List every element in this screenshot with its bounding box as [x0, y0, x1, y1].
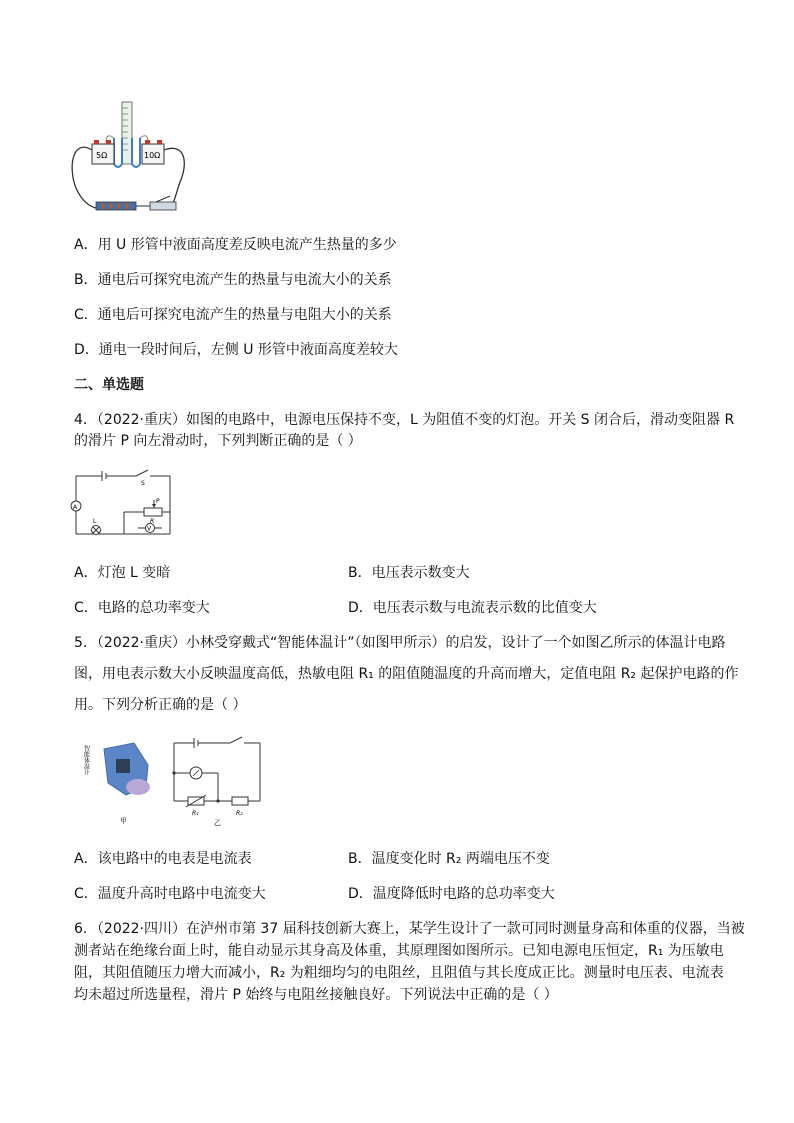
q4-label-r: R — [150, 518, 155, 525]
q5-device-text: 智能体温计 — [82, 745, 90, 775]
q5-circuit-figure — [168, 735, 268, 827]
q3-option-a: A．用 U 形管中液面高度差反映电流产生热量的多少 — [74, 237, 397, 253]
q5-option-c: C．温度升高时电路中电流变大 — [74, 886, 266, 902]
q3-scale — [122, 102, 132, 164]
q3-option-c: C．通电后可探究电流产生的热量与电阻大小的关系 — [74, 307, 392, 323]
q3-u-tube-left — [114, 138, 122, 167]
q4-label-s: S — [141, 480, 145, 487]
q4-option-c: C．电路的总功率变大 — [74, 600, 210, 616]
q5-stem-line1: 5．（2022·重庆）小林受穿戴式“智能体温计”（如图甲所示）的启发，设计了一个如图乙所示的体温计电路 — [74, 635, 726, 651]
q4-label-a: A — [73, 504, 78, 511]
q4-option-b: B．电压表示数变大 — [348, 565, 470, 581]
q3-apparatus-figure — [66, 98, 190, 216]
q5-device-screen — [116, 759, 130, 773]
q5-label-r2: R₂ — [236, 810, 243, 817]
q4-option-a: A．灯泡 L 变暗 — [74, 565, 171, 581]
q4-rheostat — [144, 508, 162, 516]
q3-option-d: D．通电一段时间后，左侧 U 形管中液面高度差较大 — [74, 342, 398, 358]
q5-option-a: A．该电路中的电表是电流表 — [74, 851, 252, 867]
q6-stem-line1: 6．（2022·四川）在泸州市第 37 届科技创新大赛上，某学生设计了一款可同时测量身高和体重的仪器，当被 — [74, 921, 745, 937]
q5-label-yi: 乙 — [214, 819, 221, 827]
q5-label-jia: 甲 — [120, 817, 127, 825]
q6-stem-line2: 测者站在绝缘台面上时，能自动显示其身高及体重，其原理图如图所示。已知电源电压恒定，R₁ 为压敏电 — [74, 943, 724, 959]
q3-option-b: B．通电后可探究电流产生的热量与电流大小的关系 — [74, 272, 392, 288]
q5-option-d: D．温度降低时电路的总功率变大 — [348, 886, 555, 902]
q5-r2 — [232, 797, 248, 805]
section-title: 二、单选题 — [74, 377, 144, 393]
q4-stem-line2: 的滑片 P 向左滑动时，下列判断正确的是（ ） — [74, 433, 362, 449]
q4-label-p: P — [156, 498, 160, 505]
q5-device-strap — [126, 779, 150, 795]
q3-label-10ohm: 10Ω — [144, 151, 161, 160]
q5-device-figure — [82, 735, 168, 827]
q4-switch-lever — [136, 470, 148, 476]
q5-stem-line2: 图，用电表示数大小反映温度高低，热敏电阻 R₁ 的阻值随温度的升高而增大，定值电阻 R₂ 起保护电路的作 — [74, 666, 739, 682]
q3-label-5ohm: 5Ω — [96, 151, 108, 160]
q5-option-b: B．温度变化时 R₂ 两端电压不变 — [348, 851, 550, 867]
q5-stem-line3: 用。下列分析正确的是（ ） — [74, 697, 247, 713]
q4-stem-line1: 4．（2022·重庆）如图的电路中，电源电压保持不变，L 为阻值不变的灯泡。开关 S 闭合后，滑动变阻器 R — [74, 412, 735, 428]
q5-label-r1: R₁ — [192, 810, 199, 817]
q4-label-v: V — [147, 525, 152, 533]
q6-stem-line4: 均未超过所选量程，滑片 P 始终与电阻丝接触良好。下列说法中正确的是（ ） — [74, 987, 558, 1003]
q4-option-d: D．电压表示数与电流表示数的比值变大 — [348, 600, 597, 616]
q4-circuit-figure — [66, 468, 178, 540]
q3-u-tube-right — [132, 138, 140, 167]
q4-label-l: L — [93, 518, 97, 525]
q6-stem-line3: 阻，其阻值随压力增大而减小，R₂ 为粗细均匀的电阻丝，且阻值与其长度成正比。测量时电压表、电流表 — [74, 965, 724, 981]
q3-switch — [150, 202, 176, 210]
